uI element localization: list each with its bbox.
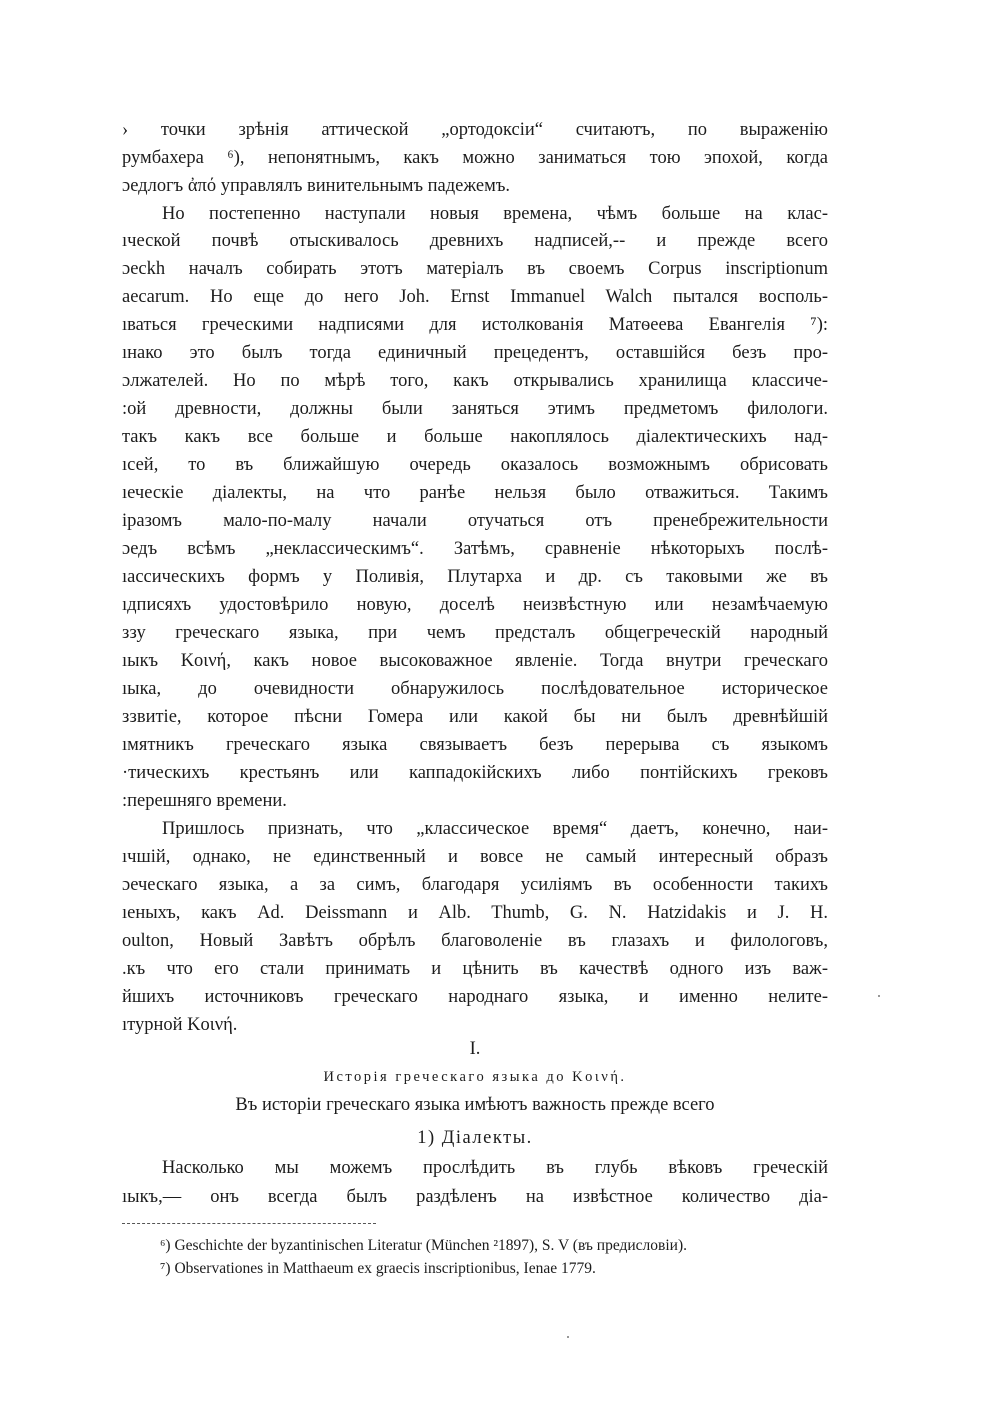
text-line: ɔeckh началъ собирать этотъ матеріалъ въ своемъ Corpus inscriptionum [122,259,828,279]
text-line: ıыкъ,— онъ всегда былъ раздѣленъ на извѣстное количество діа- [122,1187,828,1207]
text-line: такъ какъ все больше и больше накоплялось діалектическихъ над- [122,427,828,447]
text-line: Насколько мы можемъ прослѣдить въ глубь вѣковъ греческій [162,1158,828,1178]
footnote-rule [122,1223,376,1224]
text-line: ıчшій, однако, не единственный и вовсе не самый интересный образъ [122,847,828,867]
text-line: ıваться греческими надписями для истолкованія Матѳеева Евангелія ⁷): [122,315,828,335]
section-intro: Въ исторіи греческаго языка имѣютъ важность прежде всего [235,1095,715,1115]
text-line: ɔедлогъ ἀπό управлялъ винительнымъ падежемъ. [122,176,511,196]
footnote: ⁶) Geschichte der byzantinischen Literatur (München ²1897), S. V (въ предисловіи). [160,1237,687,1254]
text-line: Пришлось признать, что „классическое время“ даетъ, конечно, наи- [162,819,828,839]
text-line: ıыка, до очевидности обнаружилось послѣдовательное историческое [122,679,828,699]
text-line: ıческой почвѣ отыскивалось древнихъ надписей,-- и прежде всего [122,231,828,251]
text-line: › точки зрѣнія аттической „ортодоксіи“ считаютъ, по выраженію [122,120,828,140]
text-line: ıыкъ Κοινή, какъ новое высоковажное явленіе. Тогда внутри греческаго [122,651,828,671]
text-line: ззу греческаго языка, при чемъ предсталъ общегреческій народный [122,623,828,643]
text-line: :перешняго времени. [122,791,287,811]
text-line: ·тическихъ крестьянъ или каппадокійскихъ либо понтійскихъ грековъ [122,763,828,783]
text-line: Но постепенно наступали новыя времена, чѣмъ больше на клас- [162,204,828,224]
text-line: ıтурной Κοινή. [122,1015,238,1035]
text-line: :ой древности, должны были заняться этимъ предметомъ филологи. [122,399,828,419]
text-line: ɔеческаго языка, а за симъ, благодаря усиліямъ въ особенности такихъ [122,875,828,895]
text-line: .къ что его стали принимать и цѣнить въ качествѣ одного изъ важ- [122,959,828,979]
text-line: oulton, Новый Завѣтъ обрѣлъ благоволеніе въ глазахъ и филологовъ, [122,931,828,951]
text-line: ıеныхъ, какъ Ad. Deissmann и Alb. Thumb, G. N. Hatzidakis и J. H. [122,903,828,923]
text-line: ззвитіе, которое пѣсни Гомера или какой бы ни былъ древнѣйшій [122,707,828,727]
text-line: ıмятникъ греческаго языка связываетъ безъ перерыва съ языкомъ [122,735,828,755]
section-title: Исторія греческаго языка до Κοινή. [323,1069,627,1085]
text-line: ıассическихъ формъ у Поливія, Плутарха и др. съ таковыми же въ [122,567,828,587]
text-line: ıдписяхъ удостовѣрило новую, доселѣ неизвѣстную или незамѣчаемую [122,595,828,615]
text-line: ıсей, то въ ближайшую очередь оказалось возможнымъ обрисовать [122,455,828,475]
text-line: ɔлжателей. Но по мѣрѣ того, какъ открывались хранилища классиче- [122,371,828,391]
scan-speck [878,995,880,997]
text-line: румбахера ⁶), непонятнымъ, какъ можно заниматься тою эпохой, когда [122,148,828,168]
footnote: ⁷) Observationes in Matthaeum ex graecis inscriptionibus, Ienae 1779. [160,1260,596,1277]
text-line: йшихъ источниковъ греческаго народнаго языка, и именно нелите- [122,987,828,1007]
text-line: ıнако это былъ тогда единичный прецедентъ, оставшійся безъ про- [122,343,828,363]
text-line: ɔедъ всѣмъ „неклассическимъ“. Затѣмъ, сравненіе нѣкоторыхъ послѣ- [122,539,828,559]
text-line: іразомъ мало-по-малу начали отучаться отъ пренебрежительности [122,511,828,531]
scan-speck [567,1336,569,1338]
text-line: ıеческіе діалекты, на что ранѣе нельзя было отважиться. Такимъ [122,483,828,503]
section-subtitle: 1) Діалекты. [417,1128,533,1148]
text-line: aecarum. Но еще до него Joh. Ernst Immanuel Walch пытался восполь- [122,287,828,307]
section-number: I. [469,1039,481,1059]
